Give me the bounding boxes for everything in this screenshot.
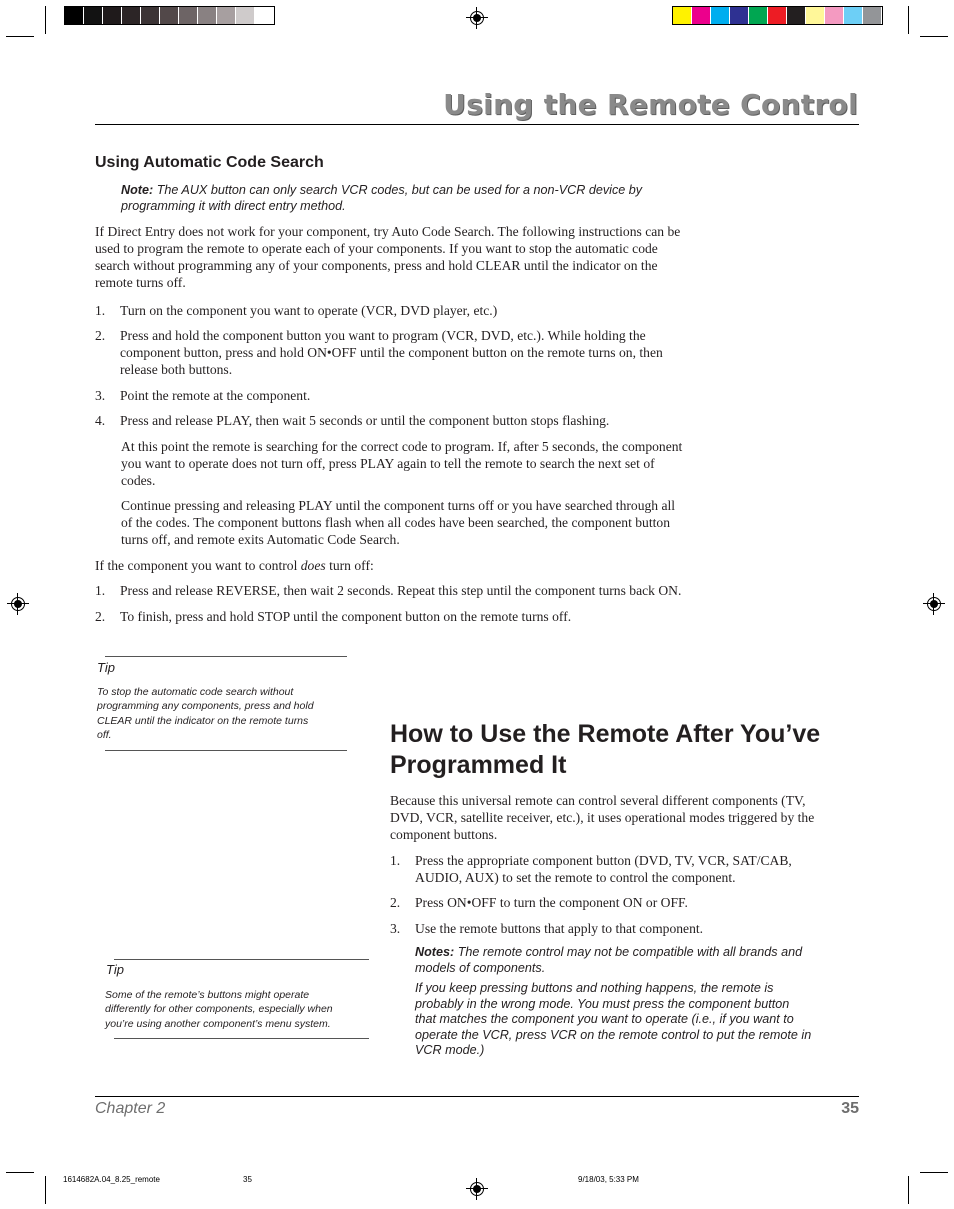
gray-swatch [103,7,122,24]
text-line: Because this universal remote can control several different components (TV, [390,793,806,808]
note-label: Note: [121,183,154,197]
gray-swatch [160,7,179,24]
slug-date: 9/18/03, 5:33 PM [578,1175,639,1184]
grayscale-color-bar [64,6,275,25]
slug-filename: 1614682A.04_8.25_remote [63,1175,160,1184]
gray-swatch [65,7,84,24]
tip-title: Tip [97,660,115,675]
color-swatch [825,7,844,24]
crop-mark-bottom-left-h [6,1172,34,1173]
note-line: models of components. [415,960,546,975]
text-line: used to program the remote to operate each of your components. If you want to stop the automatic code [95,241,658,256]
text-line: Turn on the component you want to operate (VCR, DVD player, etc.) [120,303,498,318]
text-line: Press the appropriate component button (DVD, TV, VCR, SAT/CAB, [415,853,792,868]
tip-text [97,685,314,742]
note-line: VCR mode.) [415,1043,485,1057]
gray-swatch [122,7,141,24]
color-swatch [768,7,787,24]
color-swatch [673,7,692,24]
page-number: 35 [841,1100,859,1117]
tip-title: Tip [106,962,124,977]
notes-label: Notes: [415,945,455,959]
text-line: Use the remote buttons that apply to that component. [415,921,704,936]
list-number: 4. [95,413,106,428]
gray-swatch [179,7,198,24]
registration-mark-bottom-icon [470,1182,484,1196]
crop-mark-bottom-right-h [920,1172,948,1173]
note-line: If you keep pressing buttons and nothing happens, the remote is [415,981,774,995]
color-swatch [844,7,863,24]
crop-mark-bottom-left-v [45,1176,46,1204]
intro-paragraph [95,223,680,291]
registration-mark-left-icon [11,597,25,611]
text-line: remote turns off. [95,275,186,290]
gray-swatch [217,7,236,24]
text-line: Press and hold the component button you want to program (VCR, DVD, etc.). While holding the [120,328,646,343]
text-line: To finish, press and hold STOP until the component button on the remote turns off. [120,609,572,624]
text-line: At this point the remote is searching for the correct code to program. If, after 5 seconds, the component [121,439,683,454]
gray-swatch [84,7,103,24]
crop-mark-bottom-right-v [908,1176,909,1204]
text-line: component button, press and hold ON•OFF until the component button on the remote turns on, then [120,345,663,360]
gray-swatch [236,7,255,24]
note-line: operate the VCR, press VCR on the remote control to put the remote in [415,1027,812,1042]
crop-mark-top-right-h [920,36,948,37]
paragraph-does-turn-off [95,557,374,574]
text-line: differently for other components, especially when [105,1003,333,1016]
color-swatch [711,7,730,24]
crop-mark-top-right-v [908,6,909,34]
registration-mark-top-icon [470,11,484,25]
gray-swatch [141,7,160,24]
header-rule [95,124,859,125]
note-line: programming it with direct entry method. [121,198,346,213]
text-line: Some of the remote’s buttons might operate [105,989,310,1001]
text-line: of the codes. The component buttons flash when all codes have been searched, the component button [121,515,671,530]
text-line: component buttons. [390,827,498,842]
color-swatch [787,7,806,24]
crop-mark-top-left-h [6,36,34,37]
text-line: DVD, VCR, satellite receiver, etc.), it uses operational modes triggered by the [390,810,815,825]
text-line: you’re using another component’s menu system. [105,1017,331,1030]
text-run: If the component you want to control [95,558,301,573]
text-line: Press and release REVERSE, then wait 2 seconds. Repeat this step until the component turns back ON. [120,583,682,598]
text-line: off. [97,728,112,741]
notes-block [415,945,811,1059]
gray-swatch [255,7,274,24]
section2-intro [390,792,814,843]
list-number: 2. [390,895,401,910]
text-line: Continue pressing and releasing PLAY until the component turns off or you have searched through all [121,498,676,513]
text-line: To stop the automatic code search without [97,686,294,698]
note-aux-button [121,183,642,214]
text-line: turns off, and remote exits Automatic Code Search. [121,532,400,547]
text-run: turn off: [325,558,374,573]
color-swatch [730,7,749,24]
color-swatch [806,7,825,24]
emphasis-text: does [300,558,326,573]
text-line: AUDIO, AUX) to set the remote to control the component. [415,870,736,885]
process-color-bar [672,6,883,25]
paragraph-continue [121,497,675,548]
text-line: Press ON•OFF to turn the component ON or OFF. [415,895,688,910]
list-number: 2. [95,609,106,624]
list-number: 1. [95,303,106,318]
gray-swatch [198,7,217,24]
heading-line: How to Use the Remote After You’ve [390,720,821,748]
note-line: The AUX button can only search VCR codes, but can be used for a non-VCR device by [156,183,643,197]
tip-text [105,988,333,1031]
color-swatch [863,7,882,24]
text-line: If Direct Entry does not work for your component, try Auto Code Search. The following instructions can be [95,224,681,239]
chapter-label: Chapter 2 [95,1100,166,1117]
color-swatch [749,7,768,24]
text-line: you want to operate does not turn off, press PLAY again to tell the remote to search the next set of [121,456,655,471]
text-line: codes. [121,473,156,488]
section-heading-auto-code-search: Using Automatic Code Search [95,154,324,171]
note-line: that matches the component you want to operate (i.e., if you want to [415,1012,794,1026]
registration-mark-right-icon [927,597,941,611]
paragraph-searching [121,438,682,489]
page-title: Using the Remote Control [443,88,858,121]
note-line: probably in the wrong mode. You must press the component button [415,996,790,1011]
text-line: programming any components, press and hold [97,700,314,713]
list-number: 1. [390,853,401,868]
note-line: The remote control may not be compatible with all brands and [457,945,803,959]
footer-rule [95,1096,859,1097]
text-line: search without programming any of your components, press and hold CLEAR until the indicator on the [95,258,658,273]
heading-line: Programmed It [390,751,567,779]
section-heading-after-programmed [390,719,820,781]
list-number: 1. [95,583,106,598]
text-line: release both buttons. [120,362,233,377]
list-number: 3. [95,388,106,403]
slug-page: 35 [243,1175,252,1184]
color-swatch [692,7,711,24]
list-number: 3. [390,921,401,936]
list-number: 2. [95,328,106,343]
text-line: CLEAR until the indicator on the remote turns [97,714,309,727]
text-line: Point the remote at the component. [120,388,311,403]
crop-mark-top-left-v [45,6,46,34]
text-line: Press and release PLAY, then wait 5 seconds or until the component button stops flashing. [120,413,610,428]
